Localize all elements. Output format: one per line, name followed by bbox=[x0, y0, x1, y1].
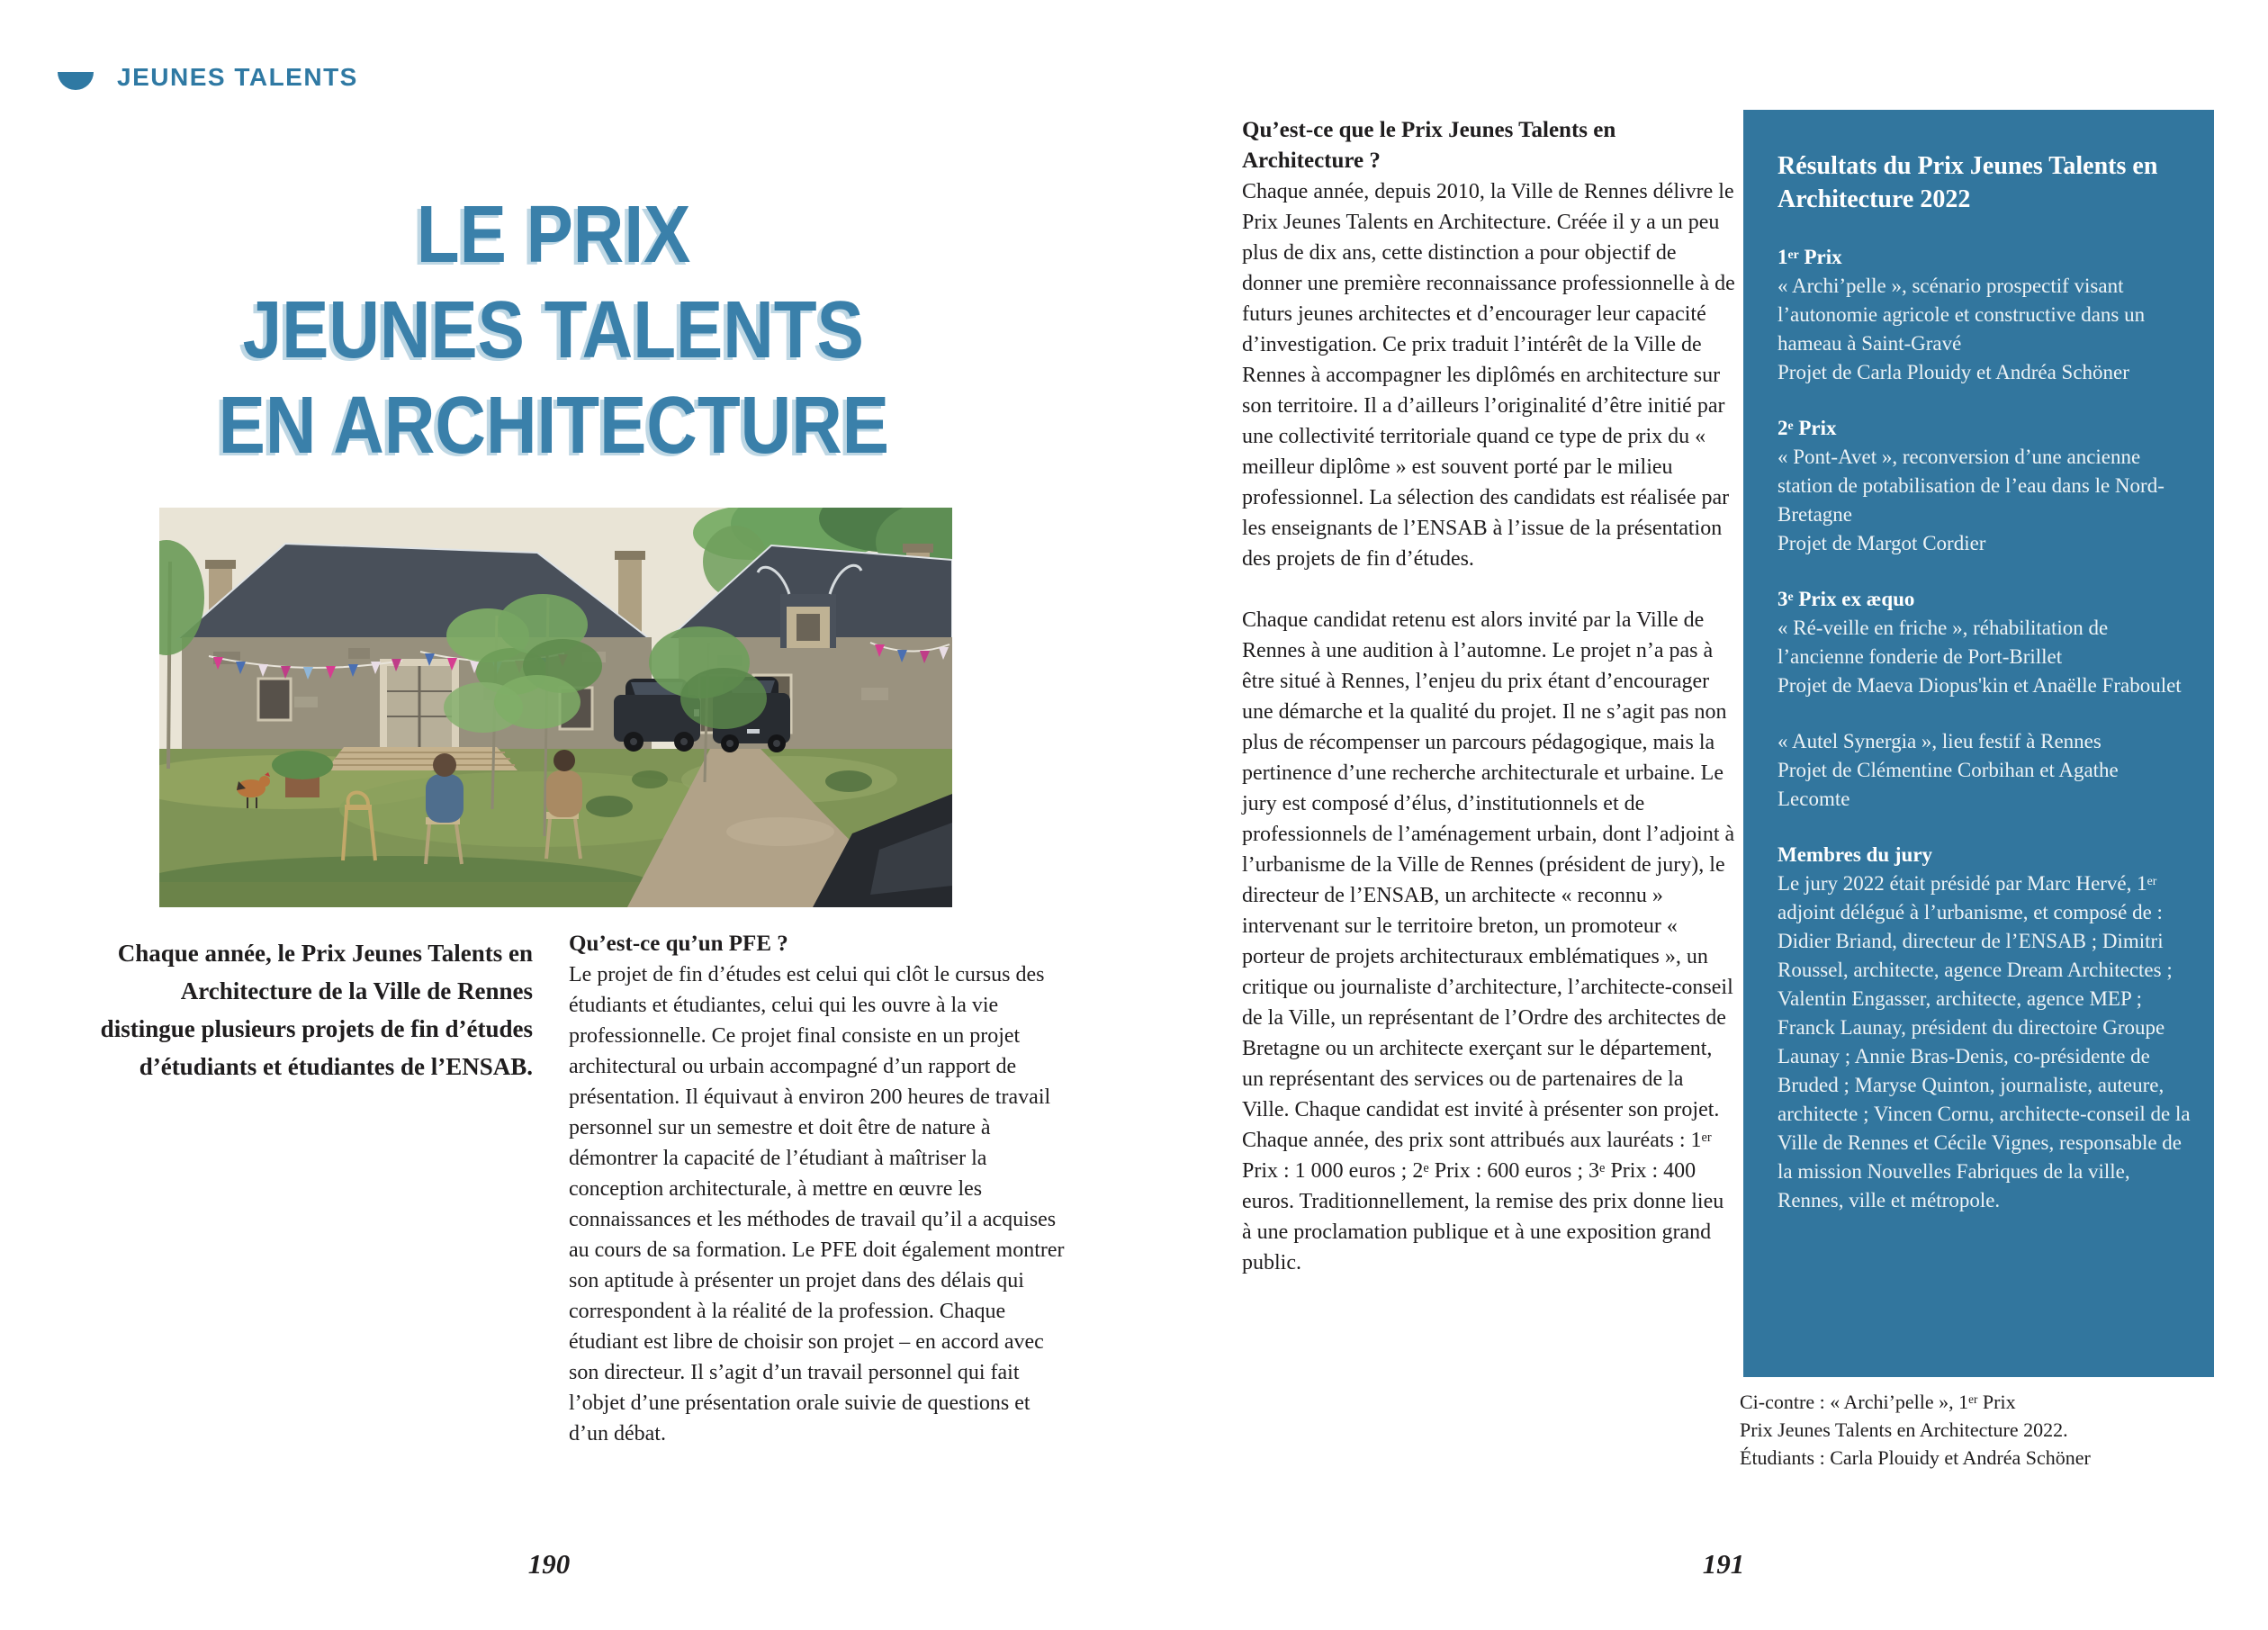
section-kicker bbox=[58, 63, 358, 92]
photo-deck bbox=[326, 747, 518, 770]
article-heading: Qu’est-ce que le Prix Jeunes Talents en Architecture ? bbox=[1242, 118, 1616, 173]
jury-description: Le jury 2022 était présidé par Marc Hervé, 1er adjoint délégué à l’urbanisme, et composé de : Didier Briand, directeur de l’ENSAB ; Dimitri Roussel, architecte, agence Dream Architectes ; Valentin Engasser, architecte, agence MEP ; Franck Launay, président du directoire Groupe Launay ; Annie Bras-Denis, co-présidente de Bruded ; Maryse Quinton, journaliste, auteure, architecte ; Vincen Cornu, architecte-conseil de la Ville de Rennes et Cécile Vignes, responsable de la mission Nouvelles Fabriques de la ville, Rennes, ville et métropole. bbox=[1778, 872, 2191, 1211]
article-paragraph-2: Chaque candidat retenu est alors invité par la Ville de Rennes à une audition à l’automne. Le projet n’a pas à être situé à Rennes, l’enjeu du prix étant d’encourager une démarche et la qualité du projet. Il ne s’agit pas non plus de récompenser un parcours pédagogique, mais la pertinence d’une recherche architecturale et urbaine. Le jury est composé d’élus, d’institutionnels et de professionnels de l’aménagement urbain, dont l’adjoint à l’urbanisme de la Ville de Rennes (président de jury), le directeur de l’ENSAB, un architecte « reconnu » intervenant sur le territoire breton, un promoteur « porteur de projets architecturaux emblématiques », un critique ou journaliste d’architecture, l’architecte-conseil de la Ville, un représentant de l’Ordre des architectes de Bretagne ou un architecte exerçant sur le département, un représentant des services ou de partenaires de la Ville. Chaque candidat est invité à présenter son projet. Chaque année, des prix sont attribués aux lauréats : 1er Prix : 1 000 euros ; 2e Prix : 600 euros ; 3e Prix : 400 euros. Traditionnellement, la remise des prix donne lieu à une proclamation publique et à une exposition grand public. bbox=[1242, 608, 1735, 1274]
caption-line-1: Ci-contre : « Archi’pelle », 1er Prix bbox=[1740, 1391, 2016, 1413]
sidebar-section-first-prize bbox=[1778, 243, 2191, 387]
standfirst: Chaque année, le Prix Jeunes Talents en Architecture de la Ville de Rennes distingue plusieurs projets de fin d’études d’étudiants et étudiantes de l’ENSAB. bbox=[100, 940, 533, 1080]
sidebar-heading: Résultats du Prix Jeunes Talents en Architecture 2022 bbox=[1778, 152, 2158, 213]
page-title-line-3: EN ARCHITECTURE bbox=[218, 381, 889, 471]
prize-title: 3e Prix ex æquo bbox=[1778, 588, 1915, 610]
photo-caption bbox=[1740, 1388, 2091, 1472]
page-number-right: 191 bbox=[1702, 1548, 1745, 1580]
caption-line-3: Étudiants : Carla Plouidy et Andréa Schöner bbox=[1740, 1446, 2091, 1469]
prize-description: « Pont-Avet », reconversion d’une ancienne station de potabilisation de l’eau dans le Nord-Bretagne bbox=[1778, 446, 2164, 526]
sidebar-section-third-prize bbox=[1778, 585, 2191, 700]
prize-title: 1er Prix bbox=[1778, 246, 1842, 268]
results-sidebar bbox=[1743, 110, 2214, 1377]
page-title-line-2: JEUNES TALENTS bbox=[242, 285, 865, 375]
jury-title: Membres du jury bbox=[1778, 843, 1933, 866]
sidebar-section-second-prize bbox=[1778, 414, 2191, 558]
kicker-label: JEUNES TALENTS bbox=[117, 63, 358, 91]
project-photo bbox=[159, 508, 952, 907]
article-paragraph-1: Chaque année, depuis 2010, la Ville de Rennes délivre le Prix Jeunes Talents en Architecture. Créée il y a un peu plus de dix ans, cette distinction a pour objectif de donner une première reconnaissance professionnelle à de futurs jeunes architectes et d’encourager leur capacité d’investigation. Ce prix traduit l’intérêt de la Ville de Rennes à accompagner les diplômés en architecture sur son territoire. Il a d’ailleurs l’originalité d’être initié par une collectivité territoriale quand ce type de prix du « meilleur diplôme » est souvent porté par le milieu professionnel. La sélection des candidats est réalisée par les enseignants de l’ENSAB à l’issue de la présentation des projets de fin d’études. bbox=[1242, 180, 1735, 571]
prize-credit: Projet de Carla Plouidy et Andréa Schöner bbox=[1778, 361, 2129, 383]
page-number-left: 190 bbox=[527, 1548, 571, 1580]
prize-credit: Projet de Maeva Diopus'kin et Anaëlle Fraboulet bbox=[1778, 674, 2182, 697]
page-title bbox=[112, 187, 994, 473]
prize-credit: Projet de Margot Cordier bbox=[1778, 532, 1986, 554]
column-article bbox=[1242, 115, 1735, 1278]
page-title-line-1: LE PRIX bbox=[416, 190, 691, 280]
prize-description: « Archi’pelle », scénario prospectif visant l’autonomie agricole et constructive dans un hameau à Saint-Gravé bbox=[1778, 275, 2146, 355]
half-circle-icon bbox=[58, 72, 94, 90]
prize-credit: Projet de Clémentine Corbihan et Agathe Lecomte bbox=[1778, 759, 2119, 810]
sidebar-section-jury bbox=[1778, 841, 2191, 1215]
sidebar-section-third-prize-exaequo bbox=[1778, 727, 2191, 814]
prize-description: « Autel Synergia », lieu festif à Rennes bbox=[1778, 730, 2102, 752]
pfe-heading: Qu’est-ce qu’un PFE ? bbox=[569, 932, 788, 956]
prize-title: 2e Prix bbox=[1778, 417, 1837, 439]
prize-description: « Ré-veille en friche », réhabilitation de l’ancienne fonderie de Port-Brillet bbox=[1778, 617, 2109, 668]
pfe-body: Le projet de fin d’études est celui qui clôt le cursus des étudiants et étudiantes, celui qui les ouvre à la vie professionnelle. Ce projet final consiste en un projet architectural ou urbain accompagné d’un rapport de présentation. Il équivaut à environ 200 heures de travail personnel sur un semestre et doit être de nature à démontrer la capacité de l’étudiant à maîtriser la conception architecturale, à mettre en œuvre les connaissances et les méthodes de travail qu’il a acquises au cours de sa formation. Le PFE doit également montrer son aptitude à présenter un projet dans des délais qui correspondent à la réalité de la profession. Chaque étudiant est libre de choisir son projet – en accord avec son directeur. Il s’agit d’un travail personnel qui fait l’objet d’une présentation orale suivie de questions et d’un débat. bbox=[569, 963, 1065, 1445]
column-pfe bbox=[569, 929, 1073, 1449]
caption-line-2: Prix Jeunes Talents en Architecture 2022. bbox=[1740, 1418, 2068, 1441]
